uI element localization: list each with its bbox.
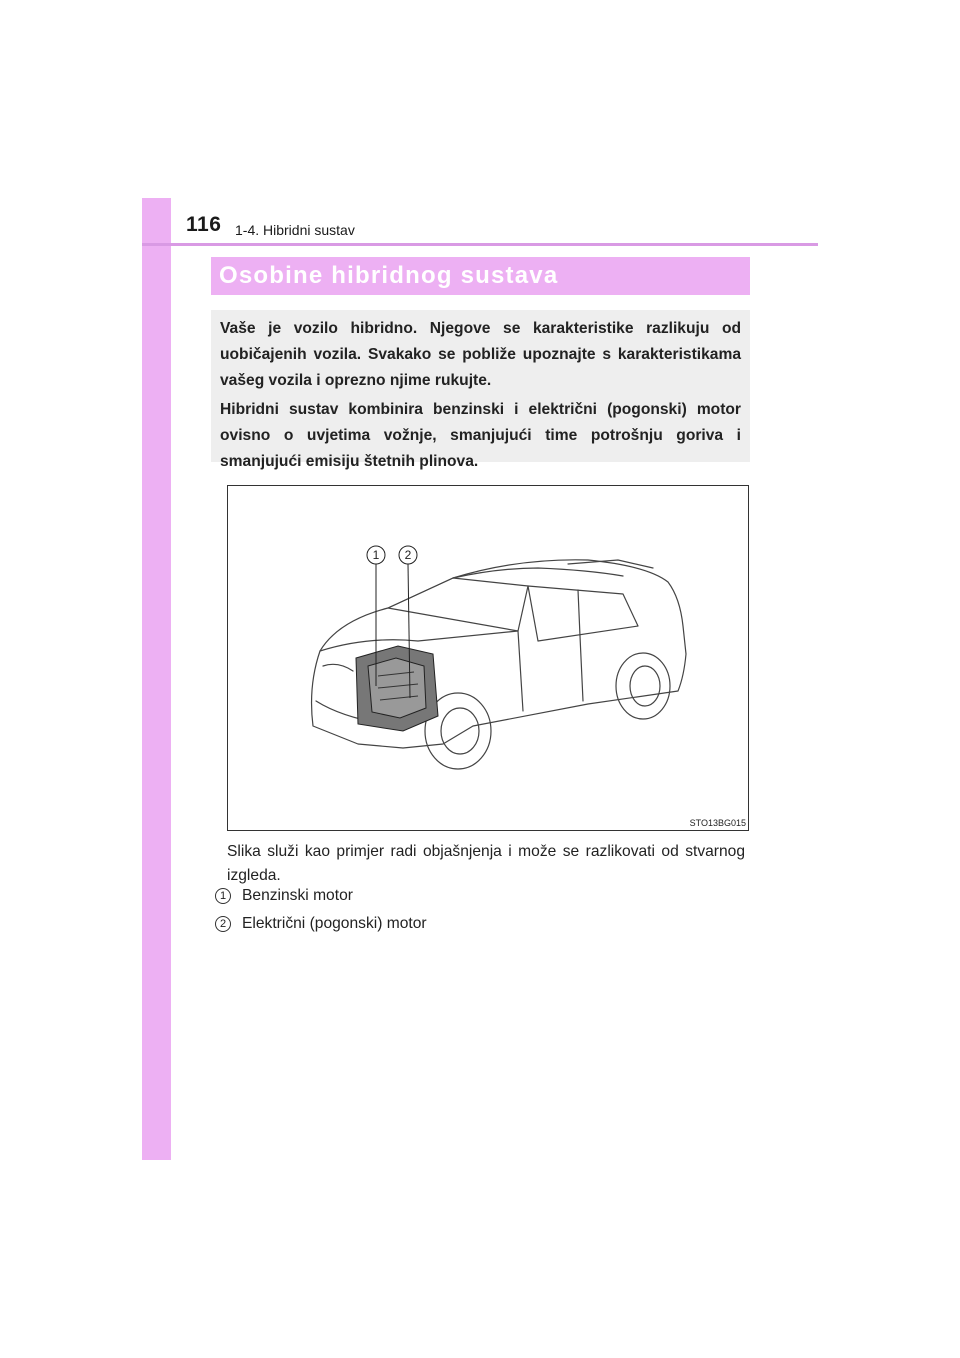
- side-windows: [528, 586, 638, 641]
- legend-item: [215, 914, 427, 934]
- figure-caption: Slika služi kao primjer radi objašnjenja i može se razlikovati od stvarnog izgleda.: [227, 843, 745, 884]
- figure-code: STO13BG015: [689, 818, 746, 828]
- rear-wheel: [616, 653, 670, 719]
- door-line: [518, 631, 583, 711]
- car-roof-line: [453, 568, 623, 578]
- front-wheel-rim: [441, 708, 479, 754]
- headlight: [323, 664, 353, 671]
- rear-spoiler: [568, 560, 653, 568]
- section-path: 1-4. Hibridni sustav: [235, 222, 355, 238]
- intro-box: [211, 310, 750, 470]
- vehicle-illustration: [227, 485, 749, 831]
- hood: [320, 631, 518, 651]
- window-pillar: [578, 590, 580, 636]
- section-title: Osobine hibridnog sustava: [219, 262, 559, 289]
- rear-wheel-rim: [630, 666, 660, 706]
- legend-label: Benzinski motor: [242, 887, 353, 904]
- page-number: 116: [186, 213, 222, 236]
- callout-label-2: 2: [404, 548, 412, 562]
- side-tab: [142, 198, 171, 1160]
- legend-item: [215, 886, 353, 906]
- intro-paragraph-2: Hibridni sustav kombinira benzinski i električni (pogonski) motor ovisno o uvjetima vožnje, smanjujući time potrošnju goriva i smanjujući emisiju štetnih plinova.: [220, 401, 741, 470]
- legend-number-badge: 2: [215, 916, 231, 932]
- intro-paragraph-1: Vaše je vozilo hibridno. Njegove se karakteristike razlikuju od uobičajenih vozila. Svakako se pobliže upoznajte s karakteristikama vašeg vozila i oprezno njime rukujte.: [220, 320, 741, 389]
- header-rule: [142, 243, 818, 246]
- hybrid-engine-unit: [356, 646, 438, 731]
- legend-number-badge: 1: [215, 888, 231, 904]
- callout-label-1: 1: [372, 548, 380, 562]
- section-title-bar: [211, 257, 750, 295]
- hybrid-car-drawing: [228, 486, 748, 830]
- legend-label: Električni (pogonski) motor: [242, 915, 427, 932]
